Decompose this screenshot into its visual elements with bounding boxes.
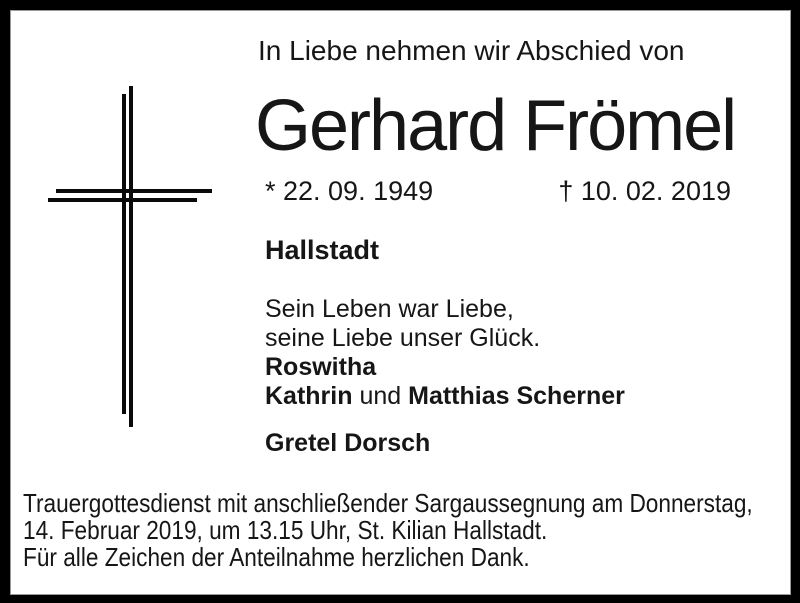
intro-line: In Liebe nehmen wir Abschied von: [258, 35, 685, 66]
mourner-kathrin-matthias: [265, 382, 625, 411]
residence: Hallstadt: [265, 235, 380, 265]
family-block: [265, 295, 625, 411]
verse-line-2: seine Liebe unser Glück.: [265, 324, 541, 352]
deceased-name: Gerhard Frömel: [255, 86, 736, 166]
notice-page: [11, 11, 790, 594]
cross-horizontal-lower-line: [48, 198, 197, 202]
mourner-matthias-scherner: Matthias Scherner: [408, 382, 625, 410]
cross-vertical-left-line: [122, 94, 126, 414]
cross-vertical-right-line: [129, 86, 133, 427]
dates-row: [265, 176, 731, 207]
service-line-2: 14. Februar 2019, um 13.15 Uhr, St. Kilian Hallstadt.: [23, 515, 548, 545]
service-line-3: Für alle Zeichen der Anteilnahme herzlichen Dank.: [23, 542, 530, 572]
service-line-1: Trauergottesdienst mit anschließender Sargaussegnung am Donnerstag,: [23, 488, 753, 518]
connector-und: und: [359, 382, 402, 410]
death-date: † 10. 02. 2019: [558, 176, 731, 206]
birth-date: * 22. 09. 1949: [265, 176, 434, 206]
mourner-roswitha: Roswitha: [265, 353, 377, 381]
cross-horizontal-upper-line: [56, 189, 212, 193]
verse-line-1: Sein Leben war Liebe,: [265, 295, 514, 323]
service-info-block: [23, 490, 753, 571]
mourner-gretel-dorsch: Gretel Dorsch: [265, 429, 431, 457]
mourner-kathrin: Kathrin: [265, 382, 353, 410]
